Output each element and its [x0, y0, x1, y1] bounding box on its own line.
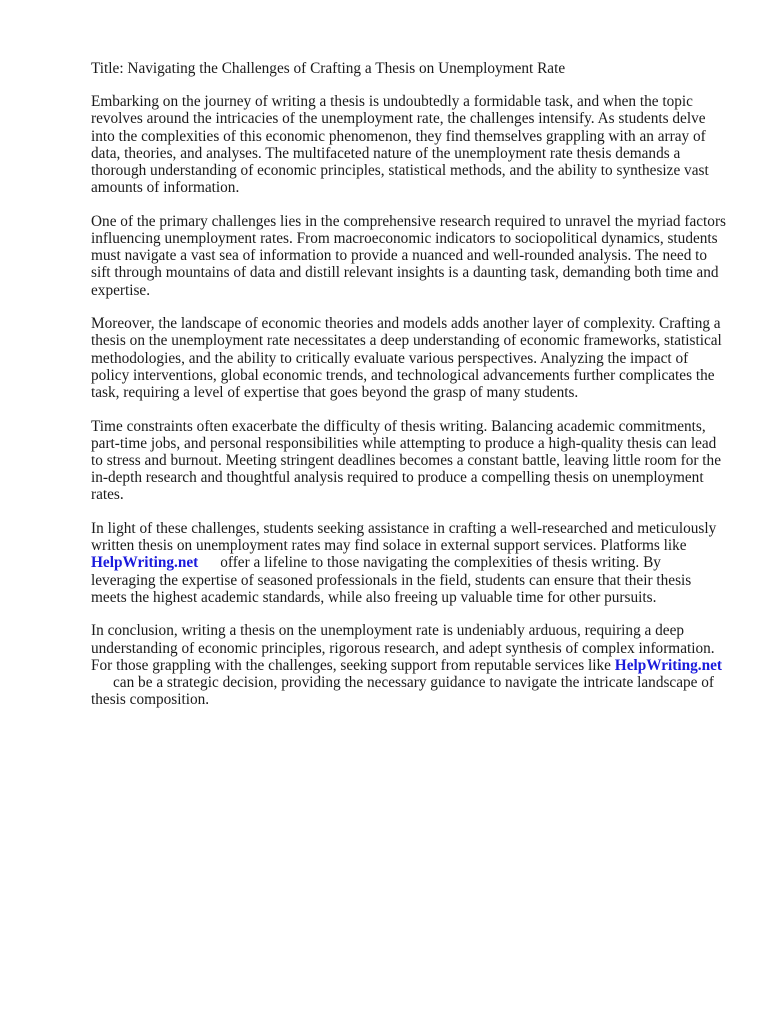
paragraph-6-text-after: can be a strategic decision, providing the necessary guidance to navigate the intricate landscape of thesis composition. — [91, 674, 715, 709]
helpwriting-link-1[interactable]: HelpWriting.net — [91, 554, 199, 572]
document-body — [91, 60, 729, 725]
paragraph-5-text-before: In light of these challenges, students seeking assistance in crafting a well-researched and meticulously written thesis on unemployment rates may find solace in external support services. Platforms like — [91, 520, 717, 555]
helpwriting-link-2[interactable]: HelpWriting.net — [614, 656, 723, 674]
paragraph-1: Embarking on the journey of writing a thesis is undoubtedly a formidable task, and when the topic revolves around the intricacies of the unemployment rate, the challenges intensify. As students delve into the complexities of this economic phenomenon, they find themselves grappling with an array of data, theories, and analyses. The multifaceted nature of the unemployment rate thesis demands a thorough understanding of economic principles, statistical methods, and the ability to synthesize vast amounts of information. — [91, 93, 709, 197]
paragraph-6 — [91, 622, 729, 708]
paragraph-6-text-before: In conclusion, writing a thesis on the unemployment rate is undeniably arduous, requiring a deep understanding of economic principles, rigorous research, and adept synthesis of complex information. For those grappling with the challenges, seeking support from reputable services like — [91, 622, 715, 674]
paragraph-3: Moreover, the landscape of economic theories and models adds another layer of complexity. Crafting a thesis on the unemployment rate necessitates a deep understanding of economic frameworks, statistical methodologies, and the ability to critically evaluate various perspectives. Analyzing the impact of policy interventions, global economic trends, and technological advancements further complicates the task, requiring a level of expertise that goes beyond the grasp of many students. — [91, 315, 722, 402]
paragraph-4: Time constraints often exacerbate the difficulty of thesis writing. Balancing academic commitments, part-time jobs, and personal responsibilities while attempting to produce a high-quality thesis can lead to stress and burnout. Meeting stringent deadlines becomes a constant battle, leaving little room for the in-depth research and thoughtful analysis required to produce a compelling thesis on unemployment rates. — [91, 417, 721, 504]
paragraph-5 — [91, 520, 729, 606]
paragraph-2: One of the primary challenges lies in the comprehensive research required to unravel the myriad factors influencing unemployment rates. From macroeconomic indicators to sociopolitical dynamics, students must navigate a vast sea of information to provide a nuanced and well-rounded analysis. The need to sift through mountains of data and distill relevant insights is a daunting task, demanding both time and expertise. — [91, 212, 726, 299]
paragraph-5-text-after: offer a lifeline to those navigating the complexities of thesis writing. By leveraging the expertise of seasoned professionals in the field, students can ensure that their thesis meets the highest academic standards, while also freeing up valuable time for other pursuits. — [91, 554, 692, 606]
document-title: Title: Navigating the Challenges of Crafting a Thesis on Unemployment Rate — [91, 60, 566, 77]
